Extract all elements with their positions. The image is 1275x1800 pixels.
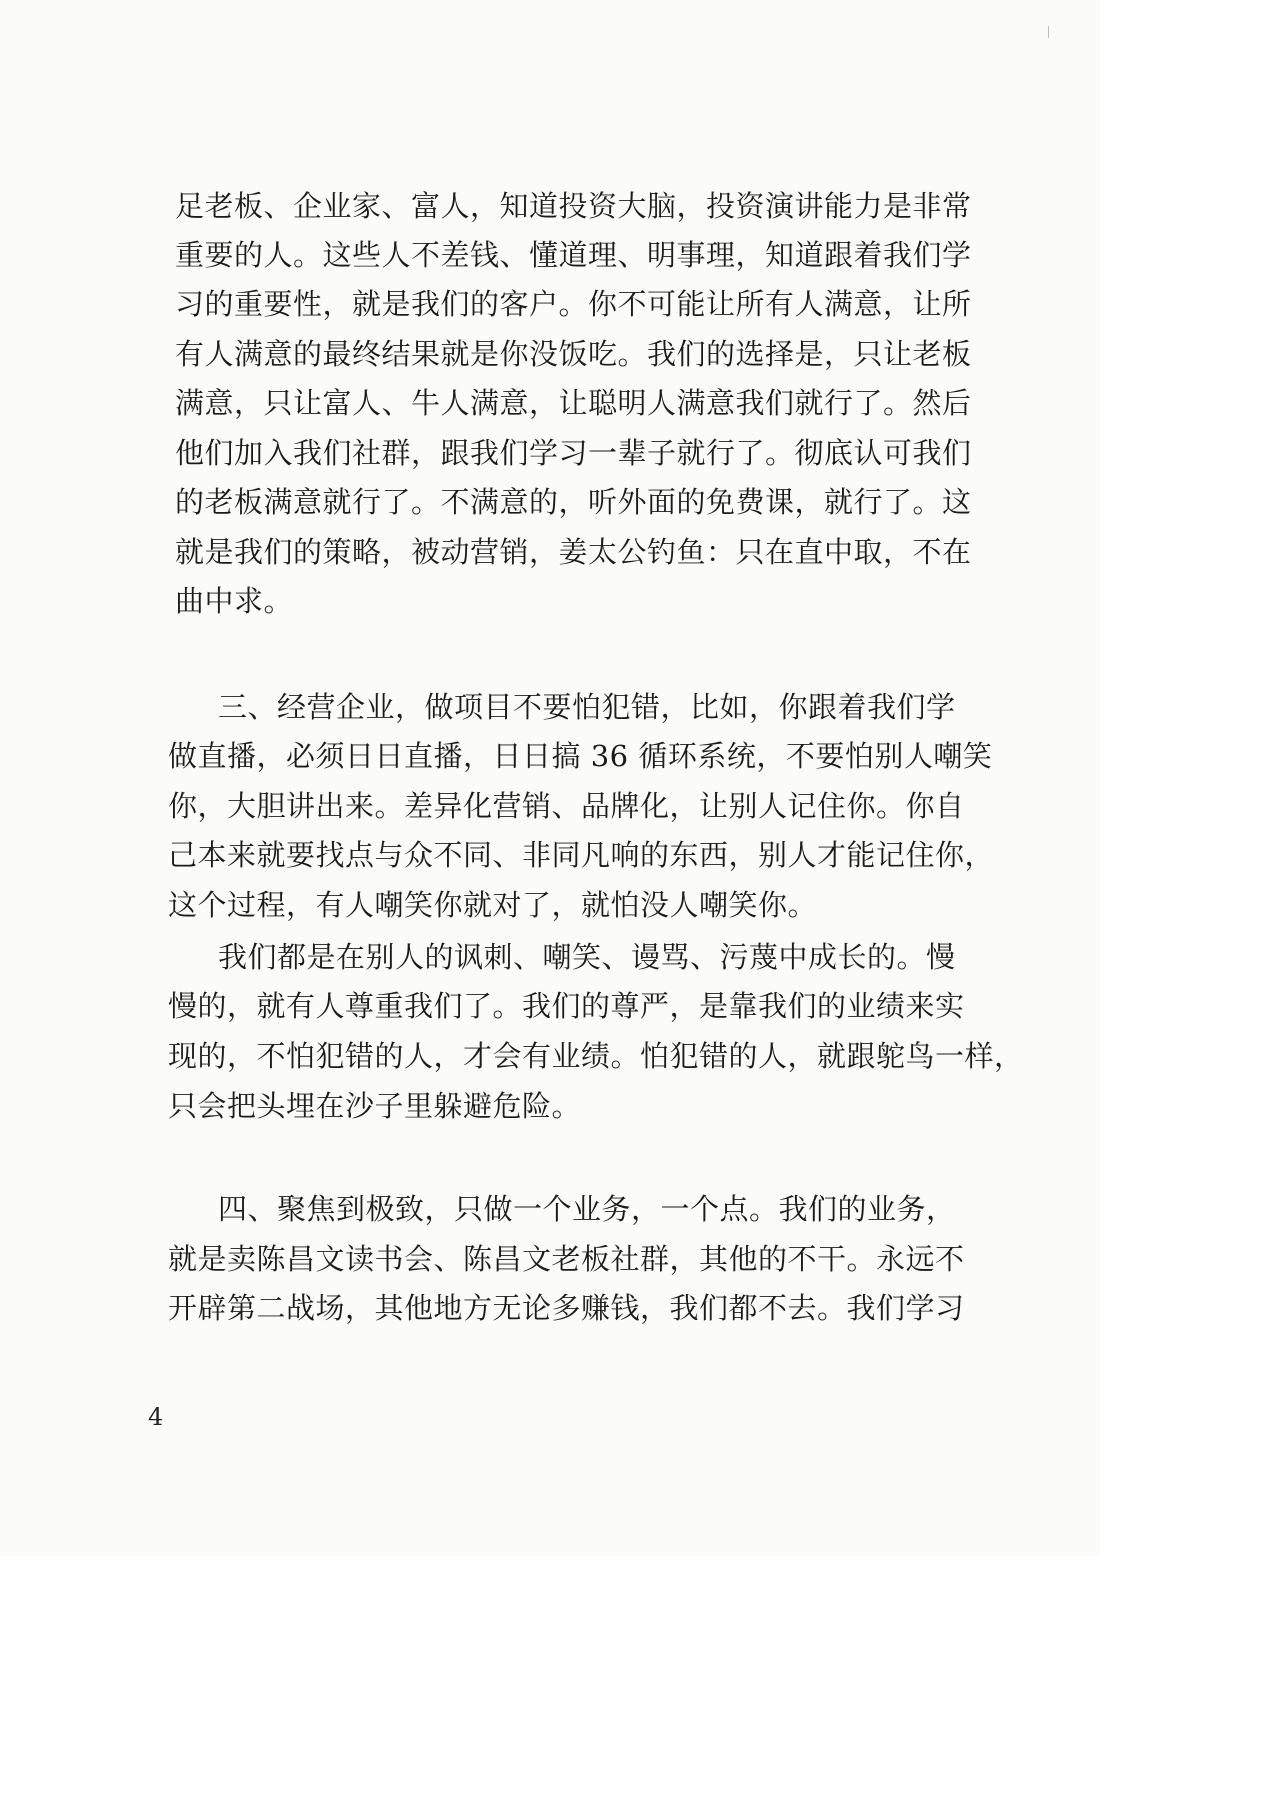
text-line: 慢的，就有人尊重我们了。我们的尊严，是靠我们的业绩来实 xyxy=(168,989,965,1023)
text-line: 满意，只让富人、牛人满意，让聪明人满意我们就行了。然后 xyxy=(175,386,972,420)
text-line: 就是卖陈昌文读书会、陈昌文老板社群，其他的不干。永远不 xyxy=(168,1242,965,1276)
text-line: 他们加入我们社群，跟我们学习一辈子就行了。彻底认可我们 xyxy=(175,436,972,470)
text-line: 这个过程，有人嘲笑你就对了，就怕没人嘲笑你。 xyxy=(168,888,818,922)
text-line: 我们都是在别人的讽刺、嘲笑、谩骂、污蔑中成长的。慢 xyxy=(218,940,956,974)
section-heading-line: 三、经营企业，做项目不要怕犯错，比如，你跟着我们学 xyxy=(218,690,956,724)
text-line: 己本来就要找点与众不同、非同凡响的东西，别人才能记住你， xyxy=(168,838,995,872)
page-number: 4 xyxy=(148,1403,164,1431)
text-line: 足老板、企业家、富人，知道投资大脑，投资演讲能力是非常 xyxy=(175,189,972,223)
text-line: 只会把头埋在沙子里躲避危险。 xyxy=(168,1089,582,1123)
text-line: 习的重要性，就是我们的客户。你不可能让所有人满意，让所 xyxy=(175,287,972,321)
text-line: 就是我们的策略，被动营销，姜太公钓鱼：只在直中取，不在 xyxy=(175,535,972,569)
text-line: 做直播，必须日日直播，日日搞 36 循环系统，不要怕别人嘲笑 xyxy=(168,739,993,773)
text-line: 重要的人。这些人不差钱、懂道理、明事理，知道跟着我们学 xyxy=(175,238,972,272)
section-heading-line: 四、聚焦到极致，只做一个业务，一个点。我们的业务， xyxy=(218,1192,956,1226)
text-line: 曲中求。 xyxy=(175,584,294,618)
text-line: 的老板满意就行了。不满意的，听外面的免费课，就行了。这 xyxy=(175,485,972,519)
scan-mark xyxy=(1048,26,1049,38)
text-line: 你，大胆讲出来。差异化营销、品牌化，让别人记住你。你自 xyxy=(168,789,965,823)
text-line: 有人满意的最终结果就是你没饭吃。我们的选择是，只让老板 xyxy=(175,337,972,371)
text-line: 开辟第二战场，其他地方无论多赚钱，我们都不去。我们学习 xyxy=(168,1291,965,1325)
text-line: 现的，不怕犯错的人，才会有业绩。怕犯错的人，就跟鸵鸟一样， xyxy=(168,1039,1024,1073)
